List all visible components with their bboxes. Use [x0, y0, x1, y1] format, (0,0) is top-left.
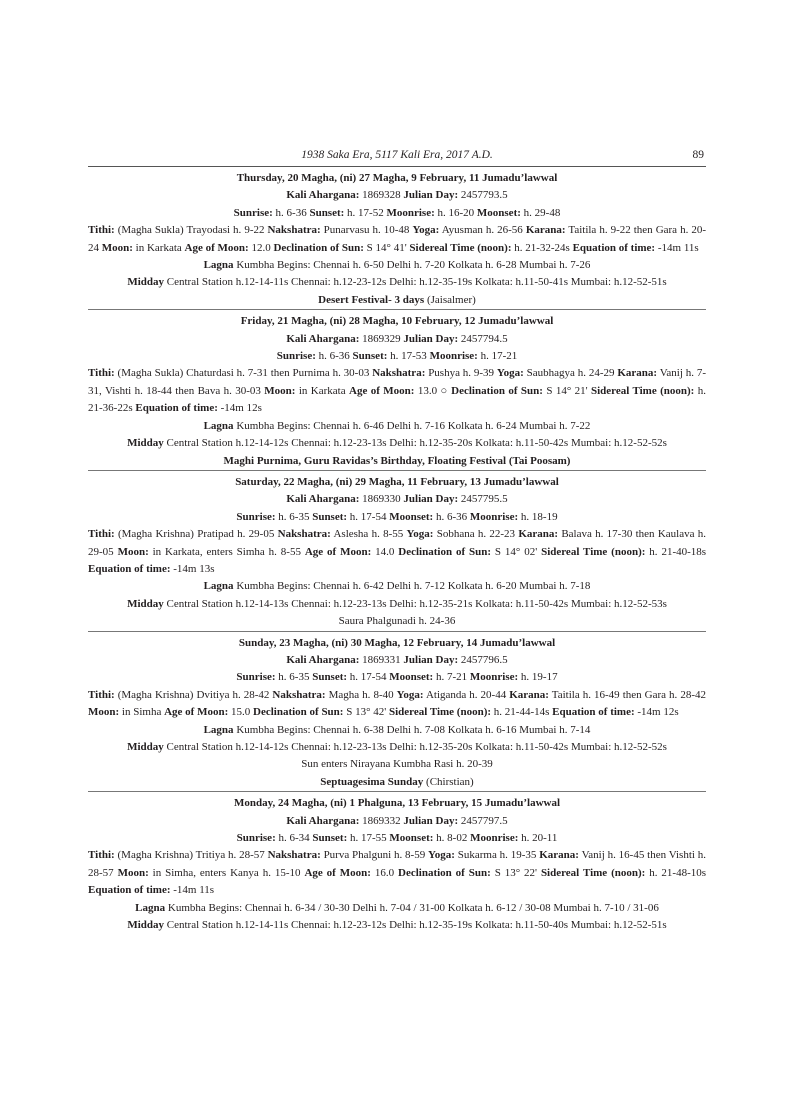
field-value: in Karkata — [132, 241, 185, 254]
field-label: Sunrise: — [236, 510, 276, 523]
field-label: Age of Moon: — [304, 545, 372, 558]
midday-line — [88, 596, 706, 613]
field-value: h. 7-21 — [433, 671, 470, 684]
field-label: Moonset: — [476, 206, 521, 219]
field-label: Moonset: — [389, 510, 434, 523]
field-value: 14.0 — [371, 545, 399, 558]
field-label: Nakshatra: — [272, 688, 326, 701]
midday-line — [88, 435, 706, 452]
panchanga-details — [88, 526, 706, 578]
field-label: Kali Ahargana: — [286, 653, 360, 666]
field-value: 1869330 — [359, 493, 404, 506]
field-label: Kali Ahargana: — [286, 189, 360, 202]
field-value: 2457793.5 — [458, 189, 508, 202]
field-label: Tithi: — [88, 688, 115, 701]
field-label: Sunrise: — [276, 350, 316, 363]
field-label: Declination of Sun: — [253, 706, 344, 719]
field-label: Nakshatra: — [267, 224, 321, 237]
field-label: Tithi: — [88, 367, 115, 380]
kali-line — [88, 331, 706, 348]
panchanga-details — [88, 222, 706, 257]
field-value: Central Station h.12-14-12s Chennai: h.12-23-13s Delhi: h.12-35-20s Kolkata: h.11-50-42s Mumbai: h.12-52-52s — [163, 741, 667, 753]
field-label: Equation of time: — [88, 884, 171, 897]
field-value: S 13° 22' — [490, 866, 541, 879]
field-value: h. 21-36-22s — [88, 384, 707, 415]
field-value: h. 21-44-14s — [491, 706, 553, 719]
field-label: Lagna — [203, 259, 234, 272]
field-value: 16.0 — [370, 866, 398, 879]
field-label: Midday — [127, 919, 164, 932]
festival-line — [88, 774, 706, 791]
field-value: Purva Phalguni h. 8-59 — [320, 849, 429, 862]
field-label: Sunset: — [312, 510, 348, 523]
field-value: 2457795.5 — [458, 493, 508, 506]
midday-line — [88, 917, 706, 934]
field-value: 12.0 — [248, 241, 274, 254]
field-value: Central Station h.12-14-11s Chennai: h.12-23-12s Delhi: h.12-35-19s Kolkata: h.11-50-40s Mumbai: h.12-52-51s — [164, 919, 667, 932]
note-line: Sun enters Nirayana Kumbha Rasi h. 20-39 — [301, 758, 493, 771]
field-label: Sunset: — [312, 832, 348, 845]
era-header: 1938 Saka Era, 5117 Kali Era, 2017 A.D. — [301, 149, 493, 161]
field-label: Lagna — [203, 723, 234, 736]
field-label: Declination of Sun: — [273, 241, 364, 254]
day-title: Monday, 24 Magha, (ni) 1 Phalguna, 13 February, 15 Jumadu’lawwal — [233, 797, 561, 810]
field-label: Karana: — [525, 224, 566, 237]
field-label: Kali Ahargana: — [286, 814, 360, 827]
field-value: Punarvasu h. 10-48 — [320, 224, 413, 237]
field-value: Central Station h.12-14-12s Chennai: h.12-23-13s Delhi: h.12-35-20s Kolkata: h.11-50-42s Mumbai: h.12-52-52s — [163, 437, 667, 450]
field-label: Sidereal Time (noon): — [540, 866, 646, 879]
field-value: -14m 13s — [170, 562, 215, 575]
day-entry-sunday — [88, 631, 706, 792]
panchanga-details — [88, 687, 706, 722]
lagna-line — [88, 722, 706, 739]
field-value: h. 21-48-10s — [645, 866, 707, 879]
field-label: Midday — [127, 597, 164, 610]
midday-line — [88, 274, 706, 291]
field-label: Midday — [127, 437, 164, 450]
field-label: Moon: — [88, 706, 120, 719]
day-title: Thursday, 20 Magha, (ni) 27 Magha, 9 February, 11 Jumadu’lawwal — [236, 172, 558, 184]
field-value: Taitila h. 16-49 then Gara h. 28-42 — [548, 688, 706, 701]
field-value: 13.0 ○ — [414, 384, 452, 397]
day-title: Saturday, 22 Magha, (ni) 29 Magha, 11 February, 13 Jumadu’lawwal — [235, 475, 559, 488]
field-label: Yoga: — [396, 688, 424, 701]
field-label: Kali Ahargana: — [286, 493, 360, 506]
field-label: Sunset: — [312, 671, 348, 684]
field-label: Age of Moon: — [184, 241, 249, 254]
field-value: Central Station h.12-14-13s Chennai: h.12-23-13s Delhi: h.12-35-21s Kolkata: h.11-50-42s Mumbai: h.12-52-53s — [163, 597, 667, 610]
field-label: Moonset: — [389, 671, 434, 684]
field-label: Declination of Sun: — [398, 545, 492, 558]
field-value: h. 6-35 — [275, 671, 313, 684]
field-value: Kumbha Begins: Chennai h. 6-38 Delhi h. 7-08 Kolkata h. 6-16 Mumbai h. 7-14 — [233, 723, 591, 736]
sun-moon-times — [88, 509, 706, 526]
day-entry-monday — [88, 791, 706, 934]
field-value: Vanij h. 7-31, Vishti h. 18-44 then Bava h. 30-03 — [88, 367, 707, 397]
field-value: 15.0 — [228, 706, 253, 719]
almanac-page — [88, 148, 706, 934]
field-label: Tithi: — [88, 528, 115, 541]
field-label: Age of Moon: — [304, 866, 371, 879]
field-value: h. 17-54 — [347, 671, 390, 684]
field-value: Kumbha Begins: Chennai h. 6-42 Delhi h. 7-12 Kolkata h. 6-20 Mumbai h. 7-18 — [233, 580, 591, 593]
field-label: Moonrise: — [469, 671, 519, 684]
field-value: h. 29-48 — [520, 206, 561, 219]
field-label: Moonrise: — [470, 832, 519, 845]
field-value: Ayusman h. 26-56 — [439, 224, 526, 237]
field-label: Age of Moon: — [164, 706, 229, 719]
kali-line — [88, 652, 706, 669]
field-value: h. 18-19 — [518, 510, 558, 523]
field-label: Moonrise: — [386, 206, 435, 219]
day-entry-friday — [88, 309, 706, 470]
field-value: h. 19-17 — [518, 671, 558, 684]
field-value: Kumbha Begins: Chennai h. 6-46 Delhi h. 7-16 Kolkata h. 6-24 Mumbai h. 7-22 — [233, 419, 591, 432]
field-label: Lagna — [203, 419, 234, 432]
field-label: Sidereal Time (noon): — [388, 706, 492, 719]
field-label: Equation of time: — [135, 402, 218, 415]
field-value: h. 8-02 — [433, 832, 471, 845]
field-value: 1869332 — [359, 814, 404, 827]
field-label: Julian Day: — [403, 653, 459, 666]
field-label: Yoga: — [428, 849, 455, 862]
field-value: (Magha Krishna) Tritiya h. 28-57 — [114, 849, 268, 862]
field-value: (Jaisalmer) — [424, 293, 476, 306]
field-label: Sidereal Time (noon): — [409, 241, 512, 254]
field-value: Sukarma h. 19-35 — [454, 849, 540, 862]
field-value: 1869331 — [359, 653, 404, 666]
field-label: Moon: — [117, 866, 149, 879]
field-label: Julian Day: — [403, 189, 459, 202]
field-label: Lagna — [135, 901, 166, 914]
day-entry-thursday — [88, 167, 706, 309]
field-label: Equation of time: — [552, 706, 635, 719]
field-value: h. 21-32-24s — [511, 241, 573, 254]
field-label: Age of Moon: — [349, 384, 415, 397]
sun-moon-times — [88, 669, 706, 686]
kali-line — [88, 491, 706, 508]
field-label: Moonrise: — [469, 510, 519, 523]
field-label: Equation of time: — [572, 241, 656, 254]
field-value: in Simha, enters Kanya h. 15-10 — [148, 866, 305, 879]
field-value: -14m 11s — [170, 884, 215, 897]
note-line: Saura Phalgunadi h. 24-36 — [338, 615, 456, 628]
field-label: Julian Day: — [403, 814, 459, 827]
field-label: Septuagesima Sunday — [320, 775, 424, 788]
panchanga-details — [88, 365, 706, 417]
field-value: -14m 11s — [655, 241, 699, 254]
field-label: Sidereal Time (noon): — [541, 545, 646, 558]
field-label: Julian Day: — [403, 332, 459, 345]
field-value: 2457797.5 — [458, 814, 508, 827]
field-label: Moonset: — [389, 832, 434, 845]
sun-moon-times — [88, 348, 706, 365]
day-title: Sunday, 23 Magha, (ni) 30 Magha, 12 February, 14 Jumadu’lawwal — [238, 636, 556, 649]
field-label: Midday — [127, 741, 164, 753]
field-label: Moonrise: — [429, 350, 478, 363]
running-header — [88, 148, 706, 167]
field-label: Desert Festival- 3 days — [318, 293, 425, 306]
field-value: h. 6-34 — [275, 832, 313, 845]
field-value: h. 6-35 — [275, 510, 313, 523]
field-value: S 14° 02' — [491, 545, 542, 558]
festival-line — [88, 453, 706, 470]
field-label: Moon: — [117, 545, 149, 558]
field-value: (Chirstian) — [423, 775, 474, 788]
field-value: Kumbha Begins: Chennai h. 6-50 Delhi h. 7-20 Kolkata h. 6-28 Mumbai h. 7-26 — [233, 259, 591, 272]
lagna-line — [88, 578, 706, 595]
field-label: Tithi: — [88, 224, 115, 237]
lagna-line — [88, 257, 706, 274]
field-label: Moon: — [264, 384, 296, 397]
field-label: Nakshatra: — [277, 528, 331, 541]
field-value: Balava h. 17-30 then Kaulava h. 29-05 — [88, 528, 706, 558]
field-label: Sunrise: — [236, 832, 276, 845]
field-value: Taitila h. 9-22 then Gara h. 20-24 — [88, 224, 706, 254]
sun-moon-times — [88, 205, 706, 222]
field-label: Sunset: — [309, 206, 345, 219]
field-label: Declination of Sun: — [398, 866, 491, 879]
field-label: Sunrise: — [236, 671, 276, 684]
field-value: Central Station h.12-14-11s Chennai: h.12-23-12s Delhi: h.12-35-19s Kolkata: h.11-50-41s Mumbai: h.12-52-51s — [164, 276, 667, 289]
field-value: Kumbha Begins: Chennai h. 6-34 / 30-30 Delhi h. 7-04 / 31-00 Kolkata h. 6-12 / 30-08 Mumbai h. 7-10 / 31-06 — [165, 901, 659, 914]
field-value: in Karkata, enters Simha h. 8-55 — [148, 545, 305, 558]
day-title: Friday, 21 Magha, (ni) 28 Magha, 10 February, 12 Jumadu’lawwal — [240, 315, 554, 328]
field-value: 2457796.5 — [458, 653, 508, 666]
field-value: S 13° 42' — [343, 706, 389, 719]
lagna-line — [88, 900, 706, 917]
field-value: h. 17-54 — [347, 510, 390, 523]
lagna-line — [88, 418, 706, 435]
page-number: 89 — [692, 149, 704, 161]
field-label: Karana: — [617, 367, 658, 380]
field-value: h. 17-52 — [344, 206, 387, 219]
field-label: Equation of time: — [88, 562, 171, 575]
midday-line — [88, 739, 706, 756]
sun-moon-times — [88, 830, 706, 847]
field-value: Saubhagya h. 24-29 — [523, 367, 618, 380]
field-value: (Magha Krishna) Dvitiya h. 28-42 — [114, 688, 273, 701]
field-label: Tithi: — [88, 849, 115, 862]
field-value: in Karkata — [295, 384, 350, 397]
field-label: Sunrise: — [233, 206, 273, 219]
field-value: Atiganda h. 20-44 — [423, 688, 510, 701]
field-value: (Magha Sukla) Chaturdasi h. 7-31 then Purnima h. 30-03 — [114, 367, 373, 380]
field-value: 1869329 — [359, 332, 404, 345]
field-label: Sunset: — [352, 350, 388, 363]
field-value: in Simha — [119, 706, 165, 719]
field-value: 2457794.5 — [458, 332, 508, 345]
field-label: Kali Ahargana: — [286, 332, 360, 345]
field-value: h. 6-36 — [272, 206, 310, 219]
kali-line — [88, 187, 706, 204]
field-value: (Magha Sukla) Trayodasi h. 9-22 — [114, 224, 268, 237]
field-value: Vanij h. 16-45 then Vishti h. 28-57 — [88, 849, 707, 879]
field-label: Sidereal Time (noon): — [591, 384, 695, 397]
field-label: Karana: — [539, 849, 579, 862]
field-value: 1869328 — [359, 189, 404, 202]
field-value: h. 16-20 — [434, 206, 477, 219]
field-value: h. 21-40-18s — [645, 545, 707, 558]
field-value: Pushya h. 9-39 — [425, 367, 497, 380]
field-value: h. 17-53 — [387, 350, 430, 363]
field-value: h. 6-36 — [315, 350, 353, 363]
field-value: S 14° 41' — [363, 241, 410, 254]
field-value: S 14° 21' — [542, 384, 591, 397]
panchanga-details — [88, 847, 706, 899]
field-label: Julian Day: — [403, 493, 459, 506]
field-label: Lagna — [203, 580, 234, 593]
field-label: Yoga: — [496, 367, 524, 380]
field-label: Declination of Sun: — [451, 384, 543, 397]
field-value: (Magha Krishna) Pratipad h. 29-05 — [114, 528, 278, 541]
festival-line — [88, 292, 706, 309]
field-value: -14m 12s — [634, 706, 679, 719]
field-value: h. 17-55 — [347, 832, 390, 845]
day-entry-saturday — [88, 470, 706, 631]
field-label: Moon: — [101, 241, 133, 254]
field-label: Maghi Purnima, Guru Ravidas’s Birthday, Floating Festival (Tai Poosam) — [223, 454, 571, 467]
field-label: Yoga: — [412, 224, 440, 237]
field-value: h. 17-21 — [477, 350, 518, 363]
field-value: Sobhana h. 22-23 — [433, 528, 519, 541]
field-label: Karana: — [518, 528, 559, 541]
field-value: h. 20-11 — [518, 832, 558, 845]
field-value: h. 6-36 — [433, 510, 470, 523]
field-label: Nakshatra: — [372, 367, 426, 380]
field-value: -14m 12s — [217, 402, 262, 415]
field-value: Aslesha h. 8-55 — [330, 528, 407, 541]
field-label: Midday — [127, 276, 164, 289]
field-label: Karana: — [509, 688, 549, 701]
field-value: Magha h. 8-40 — [325, 688, 397, 701]
kali-line — [88, 813, 706, 830]
field-label: Yoga: — [406, 528, 434, 541]
field-label: Nakshatra: — [267, 849, 321, 862]
